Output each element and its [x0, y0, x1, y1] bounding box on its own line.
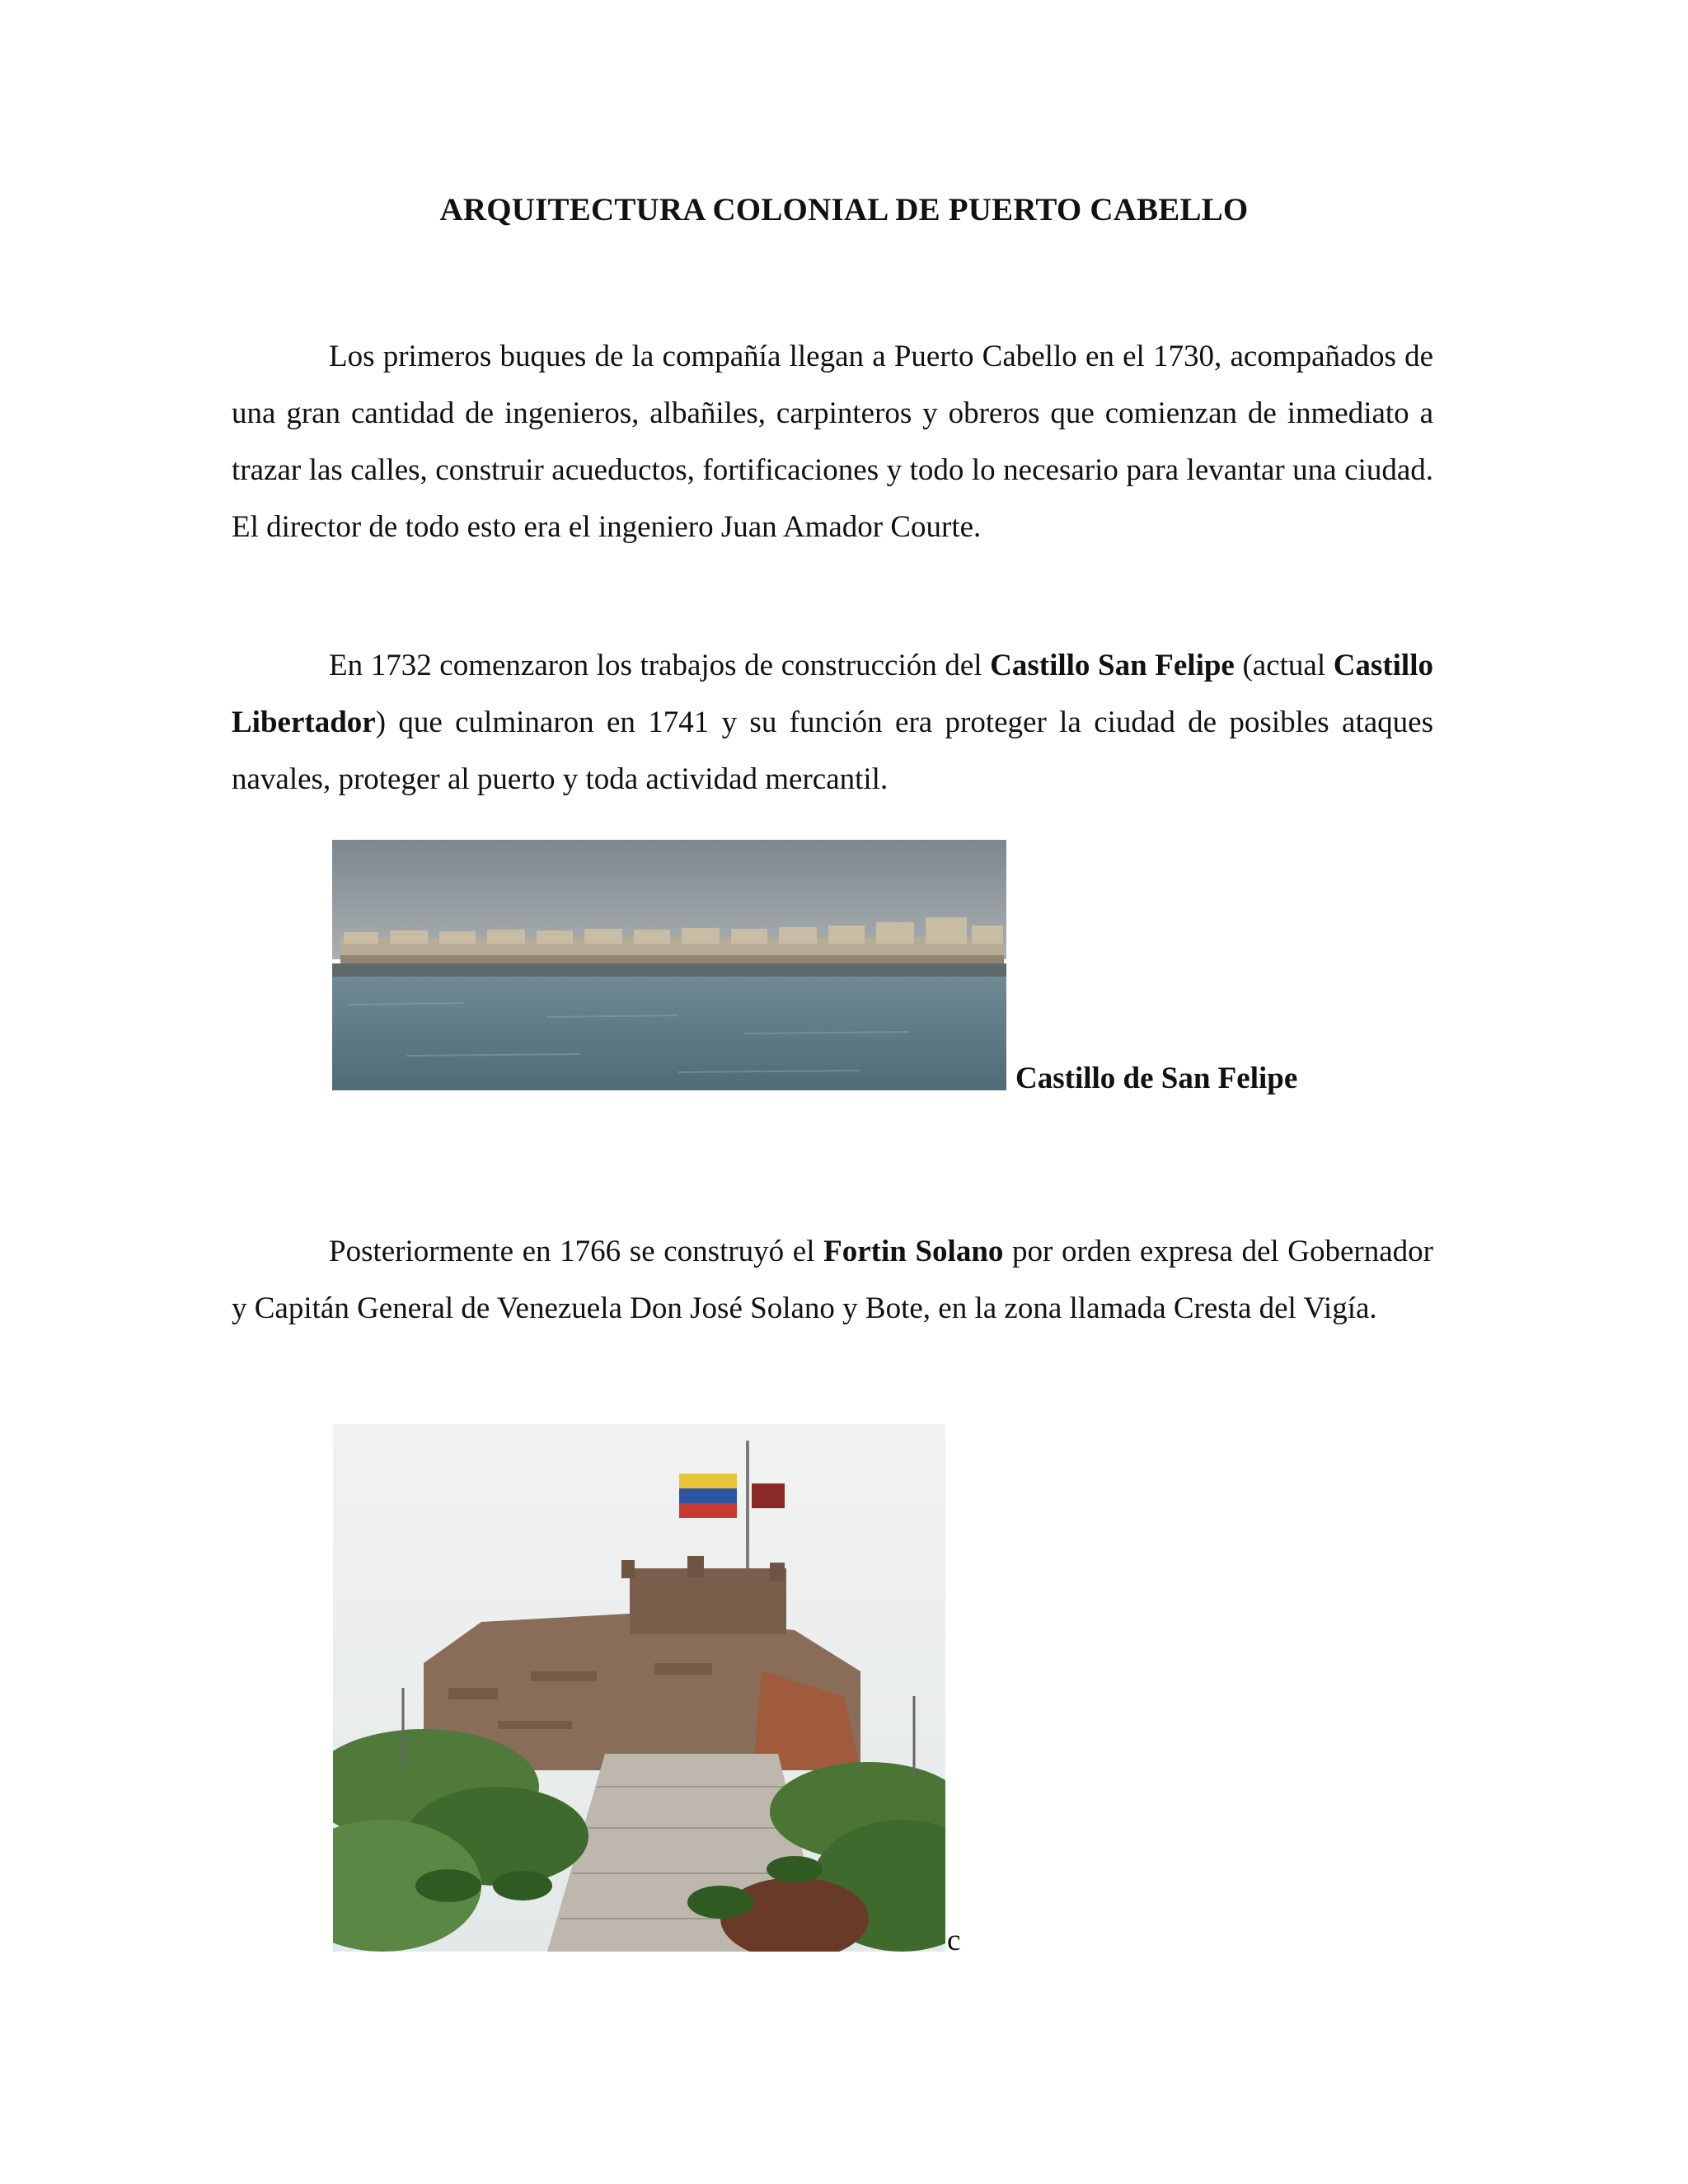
paragraph-3-text-a: Posteriormente en 1766 se construyó el	[329, 1235, 824, 1268]
figure-2-caption: c	[947, 1924, 961, 1957]
document-title: ARQUITECTURA COLONIAL DE PUERTO CABELLO	[439, 192, 1249, 227]
paragraph-1: Los primeros buques de la compañía llegan a Puerto Cabello en el 1730, acompañados de una gran cantidad de ingenieros, albañiles, carpinteros y obreros que comienzan de inmediato a trazar las calles, construir acueductos, fortificaciones y todo lo necesario para levantar una ciudad. El director de todo esto era el ingeniero Juan Amador Courte.	[232, 340, 1433, 544]
fortin-solano-bold: Fortin Solano	[823, 1235, 1004, 1268]
paragraph-3	[232, 1223, 1433, 1337]
figure-1-caption: Castillo de San Felipe	[1015, 1062, 1298, 1095]
paragraph-2-text-c: ) que culminaron en 1741 y su función era proteger la ciudad de posibles ataques navales, proteger al puerto y toda actividad mercantil.	[232, 705, 1433, 796]
paragraph-2	[232, 637, 1433, 808]
castillo-libertador-bold: Castillo Libertador	[232, 649, 1433, 739]
paragraph-2-text-a: En 1732 comenzaron los trabajos de construcción del	[329, 649, 991, 682]
castillo-san-felipe-photo	[332, 840, 1006, 1090]
fortin-solano-photo	[333, 1424, 945, 1952]
castillo-san-felipe-bold: Castillo San Felipe	[990, 649, 1235, 682]
paragraph-2-text-b: (actual	[1234, 649, 1334, 682]
paragraph-3-text-b: por orden expresa del Gobernador y Capitán General de Venezuela Don José Solano y Bote, en la zona llamada Cresta del Vigía.	[232, 1235, 1433, 1325]
